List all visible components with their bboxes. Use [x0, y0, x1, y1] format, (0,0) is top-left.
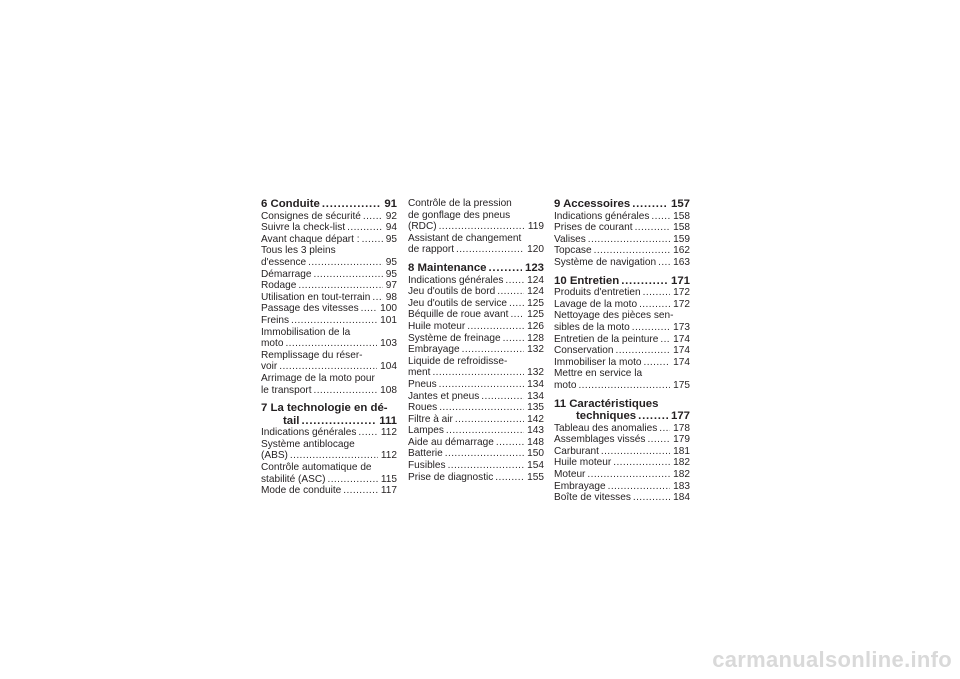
toc-section-heading	[554, 198, 690, 211]
entry-page-number: 103	[380, 338, 397, 350]
entry-page-number: 182	[673, 469, 690, 481]
toc-section-heading	[554, 398, 690, 423]
entry-page-number: 163	[673, 256, 690, 268]
leader-dots	[613, 457, 670, 469]
toc-entry	[408, 321, 544, 333]
entry-title: Indications générales	[408, 274, 504, 286]
leader-dots	[632, 322, 670, 334]
entry-title: Rodage	[261, 280, 297, 292]
leader-dots	[467, 321, 524, 333]
toc-entry	[408, 198, 544, 233]
entry-title: de rapport	[408, 244, 455, 256]
section-title: 11 Caractéristiques	[554, 397, 659, 410]
leader-dots	[481, 391, 524, 403]
entry-page-number: 178	[673, 422, 690, 434]
entry-title: Jeu d'outils de bord	[408, 286, 496, 298]
entry-title: Liquide de refroidisse-	[408, 355, 508, 367]
toc-entry	[554, 245, 690, 257]
leader-dots	[632, 198, 668, 211]
entry-title: Contrôle de la pression	[408, 198, 512, 209]
entry-title: Arrimage de la moto pour	[261, 372, 375, 384]
leader-dots	[621, 275, 668, 288]
entry-page-number: 119	[527, 221, 544, 233]
entry-page-number: 142	[527, 413, 544, 425]
entry-page-number: 100	[380, 303, 397, 315]
leader-dots	[509, 298, 524, 310]
leader-dots	[578, 380, 670, 392]
entry-title: Batterie	[408, 448, 443, 460]
entry-title-row	[408, 221, 544, 233]
entry-page-number: 97	[385, 280, 397, 292]
toc-entry	[408, 448, 544, 460]
toc-entry	[261, 234, 397, 246]
entry-page-number: 120	[527, 244, 544, 256]
section-title: tail	[283, 414, 300, 427]
leader-dots	[322, 198, 381, 211]
leader-dots	[651, 211, 670, 223]
entry-page-number: 132	[527, 344, 544, 356]
leader-dots	[347, 222, 383, 234]
entry-page-number: 172	[673, 287, 690, 299]
entry-page-number: 148	[527, 436, 544, 448]
entry-page-number: 125	[527, 309, 544, 321]
entry-title: Système de navigation	[554, 256, 657, 268]
entry-title: Assemblages vissés	[554, 434, 646, 446]
leader-dots	[361, 303, 378, 315]
entry-page-number: 181	[673, 445, 690, 457]
entry-title: Remplissage du réser-	[261, 349, 363, 361]
leader-dots	[455, 414, 524, 426]
toc-entry	[261, 211, 397, 223]
toc-entry	[554, 368, 690, 391]
toc-entry	[554, 334, 690, 346]
toc-entry	[554, 345, 690, 357]
entry-title-row	[261, 338, 397, 350]
entry-title-row	[261, 450, 397, 462]
entry-page-number: 182	[673, 457, 690, 469]
leader-dots	[439, 379, 525, 391]
toc-entry	[408, 472, 544, 484]
section-page-number: 123	[524, 261, 544, 274]
entry-title: Filtre à air	[408, 413, 453, 425]
toc-entry	[554, 423, 690, 435]
toc-entry	[261, 427, 397, 439]
section-page-number: 177	[670, 410, 690, 423]
entry-title-row	[554, 322, 690, 334]
entry-title: Nettoyage des pièces sen-	[554, 310, 674, 322]
entry-title: Pneus	[408, 378, 437, 390]
toc-section-heading	[261, 198, 397, 211]
leader-dots	[608, 481, 671, 493]
leader-dots	[456, 244, 524, 256]
leader-dots	[644, 357, 671, 369]
entry-page-number: 112	[380, 427, 397, 439]
section-title: 10 Entretien	[554, 274, 620, 287]
entry-title: Système de freinage	[408, 332, 501, 344]
entry-page-number: 125	[527, 297, 544, 309]
entry-title: Conservation	[554, 345, 614, 357]
entry-title: (ABS)	[261, 450, 288, 462]
entry-title: Mode de conduite	[261, 485, 342, 497]
leader-dots	[445, 448, 524, 460]
entry-title: Contrôle automatique de	[261, 462, 372, 474]
leader-dots	[328, 474, 378, 486]
leader-dots	[291, 315, 377, 327]
section-title-row	[261, 415, 397, 428]
toc-entry	[408, 425, 544, 437]
entry-title-row	[408, 367, 544, 379]
entry-page-number: 179	[673, 434, 690, 446]
entry-title: Moteur	[554, 469, 586, 481]
entry-title: Indications générales	[261, 427, 357, 439]
entry-page-number: 184	[673, 492, 690, 504]
toc-entry	[261, 485, 397, 497]
toc-entry	[408, 437, 544, 449]
entry-title-row	[261, 257, 397, 269]
leader-dots	[314, 385, 378, 397]
entry-title: de gonflage des pneus	[408, 209, 511, 221]
toc-entry	[554, 357, 690, 369]
entry-title: (RDC)	[408, 221, 437, 233]
watermark-logo: carmanualsonline.info	[712, 647, 952, 672]
entry-title: Démarrage	[261, 268, 312, 280]
toc-column-2	[408, 198, 544, 483]
leader-dots	[432, 367, 524, 379]
toc-entry	[554, 211, 690, 223]
entry-title: Indications générales	[554, 210, 650, 222]
entry-title: Fusibles	[408, 460, 446, 472]
toc-entry	[261, 373, 397, 396]
toc-entry	[261, 280, 397, 292]
leader-dots	[358, 427, 378, 439]
toc-entry	[408, 309, 544, 321]
entry-page-number: 94	[385, 222, 397, 234]
toc-entry	[261, 245, 397, 268]
entry-page-number: 158	[673, 210, 690, 222]
toc-entry	[554, 446, 690, 458]
toc-entry	[261, 222, 397, 234]
leader-dots	[601, 446, 670, 458]
entry-title: Carburant	[554, 445, 599, 457]
entry-title-row	[261, 385, 397, 397]
entry-page-number: 159	[673, 233, 690, 245]
entry-title: Embrayage	[554, 480, 606, 492]
entry-title: moto	[261, 338, 284, 350]
entry-page-number: 172	[673, 298, 690, 310]
entry-title: moto	[554, 379, 577, 391]
leader-dots	[290, 450, 378, 462]
leader-dots	[462, 344, 525, 356]
entry-page-number: 108	[380, 384, 397, 396]
leader-dots	[495, 472, 524, 484]
toc-entry	[408, 402, 544, 414]
entry-page-number: 183	[673, 480, 690, 492]
toc-entry	[261, 350, 397, 373]
leader-dots	[372, 292, 382, 304]
leader-dots	[363, 211, 383, 223]
section-page-number: 171	[670, 274, 690, 287]
entry-title: Huile moteur	[408, 320, 466, 332]
entry-page-number: 158	[673, 222, 690, 234]
entry-title: Immobilisation de la	[261, 326, 351, 338]
toc-entry	[408, 391, 544, 403]
toc-entry	[554, 234, 690, 246]
entry-title: Prise de diagnostic	[408, 471, 494, 483]
entry-title: sibles de la moto	[554, 321, 630, 333]
entry-title: Aide au démarrage	[408, 436, 494, 448]
toc-entry	[408, 356, 544, 379]
entry-page-number: 154	[527, 460, 544, 472]
entry-title: Lampes	[408, 425, 444, 437]
entry-page-number: 174	[673, 356, 690, 368]
entry-page-number: 134	[527, 378, 544, 390]
entry-page-number: 95	[385, 268, 397, 280]
entry-page-number: 128	[527, 332, 544, 344]
entry-title: Valises	[554, 233, 586, 245]
entry-title: Système antiblocage	[261, 438, 355, 450]
toc-entry	[261, 303, 397, 315]
toc-entry	[554, 469, 690, 481]
toc-entry	[261, 327, 397, 350]
leader-dots	[647, 434, 670, 446]
toc-section-heading	[408, 262, 544, 275]
leader-dots	[633, 492, 670, 504]
entry-page-number: 112	[380, 450, 397, 462]
entry-page-number: 95	[385, 256, 397, 268]
entry-title: Tableau des anomalies	[554, 422, 658, 434]
toc-entry	[408, 333, 544, 345]
leader-dots	[343, 485, 378, 497]
toc-entry	[554, 481, 690, 493]
section-title-row	[554, 410, 690, 423]
entry-title: Mettre en service la	[554, 368, 643, 380]
entry-title: Entretien de la peinture	[554, 333, 659, 345]
entry-page-number: 155	[527, 471, 544, 483]
entry-title: Boîte de vitesses	[554, 492, 631, 504]
section-title: 7 La technologie en dé-	[261, 402, 388, 415]
section-page-number: 91	[384, 198, 397, 210]
toc-entry	[261, 315, 397, 327]
leader-dots	[639, 299, 670, 311]
leader-dots	[489, 262, 522, 275]
toc-entry	[408, 379, 544, 391]
entry-page-number: 104	[380, 361, 397, 373]
section-title: 8 Maintenance	[408, 261, 487, 274]
toc-section-heading	[261, 402, 397, 427]
leader-dots	[314, 269, 383, 281]
toc-entry	[554, 310, 690, 333]
toc-entry	[408, 233, 544, 256]
entry-title: le transport	[261, 384, 312, 396]
toc-entry	[554, 492, 690, 504]
entry-title: Embrayage	[408, 344, 460, 356]
entry-title-row	[408, 244, 544, 256]
toc-entry	[554, 434, 690, 446]
entry-page-number: 162	[673, 245, 690, 257]
entry-page-number: 135	[527, 402, 544, 414]
entry-title: Passage des vitesses	[261, 303, 359, 315]
entry-title-row	[261, 474, 397, 486]
entry-title: Freins	[261, 314, 290, 326]
leader-dots	[587, 469, 670, 481]
toc-entry	[554, 457, 690, 469]
leader-dots	[510, 309, 524, 321]
entry-page-number: 101	[380, 314, 397, 326]
entry-page-number: 126	[527, 320, 544, 332]
toc-entry	[408, 275, 544, 287]
entry-title: voir	[261, 361, 278, 373]
entry-title: Consignes de sécurité	[261, 210, 361, 222]
leader-dots	[301, 415, 376, 428]
entry-page-number: 92	[385, 210, 397, 222]
leader-dots	[448, 460, 525, 472]
entry-title: Jantes et pneus	[408, 390, 480, 402]
toc-entry	[261, 292, 397, 304]
entry-page-number: 143	[527, 425, 544, 437]
leader-dots	[505, 275, 524, 287]
section-page-number: 157	[670, 198, 690, 210]
leader-dots	[308, 257, 383, 269]
section-title: 6 Conduite	[261, 198, 320, 210]
leader-dots	[285, 338, 377, 350]
toc-entry	[261, 439, 397, 462]
entry-title-row	[261, 361, 397, 373]
leader-dots	[643, 287, 671, 299]
leader-dots	[503, 333, 525, 345]
section-title: techniques	[576, 410, 637, 423]
entry-page-number: 134	[527, 390, 544, 402]
entry-title: Immobiliser la moto	[554, 356, 642, 368]
leader-dots	[298, 280, 382, 292]
toc-entry	[261, 269, 397, 281]
entry-page-number: 175	[673, 379, 690, 391]
leader-dots	[594, 245, 671, 257]
entry-page-number: 174	[673, 333, 690, 345]
toc-column-1	[261, 198, 397, 497]
entry-title: Lavage de la moto	[554, 298, 638, 310]
entry-title: ment	[408, 367, 431, 379]
toc-entry	[261, 462, 397, 485]
entry-page-number: 174	[673, 345, 690, 357]
leader-dots	[446, 425, 524, 437]
toc-entry	[408, 460, 544, 472]
toc-section-heading	[554, 275, 690, 288]
entry-page-number: 132	[527, 367, 544, 379]
entry-title: Avant chaque départ :	[261, 233, 360, 245]
toc-entry	[408, 344, 544, 356]
entry-title: Suivre la check-list	[261, 222, 346, 234]
toc-entry	[408, 298, 544, 310]
entry-title: Roues	[408, 402, 438, 414]
leader-dots	[362, 234, 383, 246]
entry-title: Béquille de roue avant	[408, 309, 509, 321]
leader-dots	[659, 423, 670, 435]
entry-title: Topcase	[554, 245, 592, 257]
leader-dots	[658, 257, 670, 269]
leader-dots	[279, 361, 377, 373]
toc-entry	[554, 299, 690, 311]
leader-dots	[497, 286, 524, 298]
entry-title: Assistant de changement	[408, 232, 522, 244]
entry-title: stabilité (ASC)	[261, 473, 326, 485]
toc-entry	[554, 222, 690, 234]
leader-dots	[635, 222, 671, 234]
leader-dots	[588, 234, 670, 246]
entry-title: Tous les 3 pleins	[261, 245, 336, 257]
entry-page-number: 150	[527, 448, 544, 460]
toc-entry	[554, 287, 690, 299]
leader-dots	[615, 345, 670, 357]
toc-column-3	[554, 198, 690, 504]
leader-dots	[439, 221, 525, 233]
entry-page-number: 98	[385, 291, 397, 303]
entry-title: Huile moteur	[554, 457, 612, 469]
entry-title-row	[554, 380, 690, 392]
entry-page-number: 124	[527, 286, 544, 298]
leader-dots	[660, 334, 670, 346]
leader-dots	[496, 437, 524, 449]
entry-page-number: 173	[673, 321, 690, 333]
entry-title: Utilisation en tout-terrain	[261, 291, 371, 303]
entry-page-number: 115	[380, 473, 397, 485]
entry-page-number: 95	[385, 233, 397, 245]
entry-title: d'essence	[261, 256, 307, 268]
toc-entry	[408, 414, 544, 426]
entry-page-number: 124	[527, 274, 544, 286]
leader-dots	[638, 410, 668, 423]
leader-dots	[439, 402, 524, 414]
entry-title: Jeu d'outils de service	[408, 297, 507, 309]
entry-title: Prises de courant	[554, 222, 633, 234]
section-title: 9 Accessoires	[554, 198, 631, 210]
entry-title: Produits d'entretien	[554, 287, 641, 299]
section-page-number: 111	[379, 414, 397, 427]
toc-entry	[554, 257, 690, 269]
toc-entry	[408, 286, 544, 298]
entry-page-number: 117	[380, 485, 397, 497]
